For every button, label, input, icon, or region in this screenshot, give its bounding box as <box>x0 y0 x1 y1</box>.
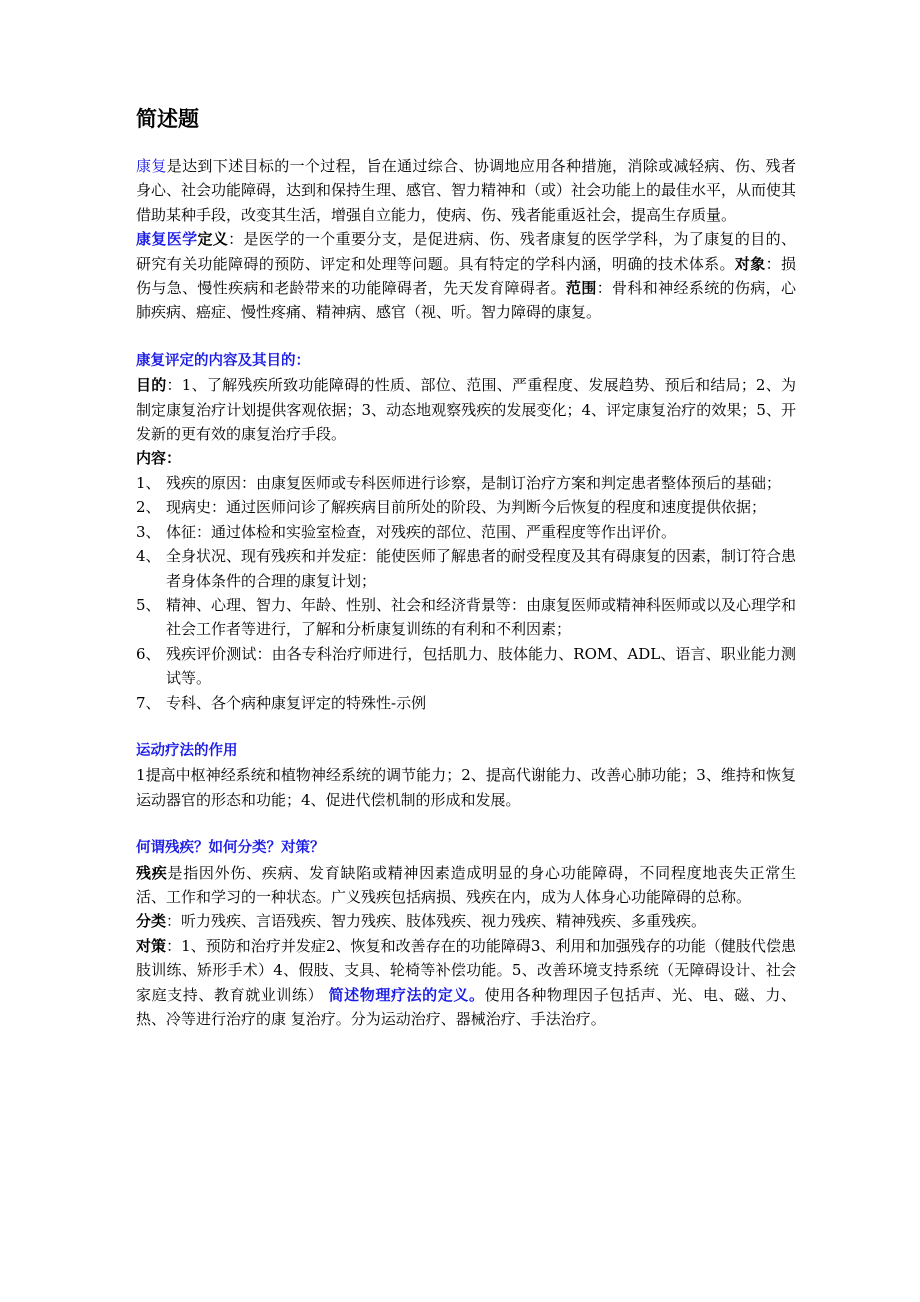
disability-def-text: 是指因外伤、疾病、发育缺陷或精神因素造成明显的身心功能障碍，不同程度地丧失正常生活、工作和学习的一种状态。广义残疾包括病损、残疾在内，成为人体身心功能障碍的总称。 <box>136 863 796 906</box>
assessment-heading: 康复评定的内容及其目的： <box>136 352 310 369</box>
rehab-med-scope-text: ：骨科和神经系统的伤病，心肺疾病、癌症、慢性疼痛、精神病、感官（视、听。智力障碍的康复。 <box>136 279 796 322</box>
list-item <box>136 471 796 495</box>
rehab-text: 是达到下述目标的一个过程，旨在通过综合、协调地应用各种措施，消除或减轻病、伤、残者身心、社会功能障碍，达到和保持生理、感官、智力精神和（或）社会功能上的最佳水平，从而使其借助某种手段，改变其生活，增强自立能力，使病、伤、残者能重返社会，提高生存质量。 <box>136 157 797 224</box>
disability-measures <box>136 934 796 1032</box>
disability-definition <box>136 861 796 910</box>
measure-text: ：1、预防和治疗并发症2、恢复和改善存在的功能障碍3、利用和加强残存的功能（健肢代偿患肢训练、矫形手术）4、假肢、支具、轮椅等补偿功能。5、改善环境支持系统（无障碍设计、社会家庭支持、教育就业训练） <box>136 936 796 1004</box>
assessment-purpose <box>136 373 796 446</box>
purpose-label: 目的 <box>136 376 167 395</box>
list-item-text: 体征：通过体检和实验室检查，对残疾的部位、范围、严重程度等作出评价。 <box>166 522 677 541</box>
rehab-med-object-label: 对象 <box>734 254 766 273</box>
list-item <box>136 544 796 593</box>
list-item-number: 1、 <box>136 473 161 492</box>
rehab-med-def-label: 定义 <box>197 230 229 249</box>
disability-term: 残疾 <box>136 863 168 882</box>
list-item <box>136 642 796 691</box>
class-text: ：听力残疾、言语残疾、智力残疾、肢体残疾、视力残疾、精神残疾、多重残疾。 <box>166 912 707 931</box>
list-item-number: 6、 <box>136 644 161 663</box>
list-item <box>136 520 796 544</box>
page-title: 简述题 <box>136 107 199 131</box>
exercise-text: 1提高中枢神经系统和植物神经系统的调节能力；2、提高代谢能力、改善心肺功能；3、维持和恢复运动器官的形态和功能；4、促进代偿机制的形成和发展。 <box>136 766 796 809</box>
rehab-definition <box>136 154 796 227</box>
rehab-med-def-text: ：是医学的一个重要分支，是促进病、伤、残者康复的医学学科，为了康复的目的、研究有关功能障碍的预防、评定和处理等问题。具有特定的学科内涵，明确的技术体系。 <box>136 230 796 273</box>
rehab-med-scope-label: 范围 <box>565 279 597 298</box>
list-item-text: 残疾的原因：由康复医师或专科医师进行诊察，是制订治疗方案和判定患者整体预后的基础； <box>166 473 782 492</box>
physio-heading: 简述物理疗法的定义。 <box>328 985 485 1004</box>
physio-text: 使用各种物理因子包括声、光、电、磁、力、热、冷等进行治疗的康 复治疗。分为运动治疗、器械治疗、手法治疗。 <box>136 985 796 1028</box>
exercise-heading: 运动疗法的作用 <box>136 742 238 759</box>
rehab-med-object-text: ：损伤与急、慢性疾病和老龄带来的功能障碍者，先天发育障碍者。 <box>136 254 796 298</box>
list-item-text: 全身状况、现有残疾和并发症：能使医师了解患者的耐受程度及其有碍康复的因素，制订符合患者身体条件的合理的康复计划； <box>166 547 797 590</box>
list-item-number: 2、 <box>136 498 161 517</box>
list-item-text: 精神、心理、智力、年龄、性别、社会和经济背景等：由康复医师或精神科医师或以及心理学和社会工作者等进行，了解和分析康复训练的有利和不利因素； <box>166 595 797 639</box>
purpose-text: ：1、了解残疾所致功能障碍的性质、部位、范围、严重程度、发展趋势、预后和结局；2、为制定康复治疗计划提供客观依据；3、动态地观察残疾的发展变化；4、评定康复治疗的效果；5、开发新的更有效的康复治疗手段。 <box>136 376 796 444</box>
class-label: 分类 <box>136 912 167 931</box>
rehab-med-term: 康复医学 <box>136 230 198 249</box>
list-item-number: 5、 <box>136 595 161 614</box>
document-page <box>136 104 796 1031</box>
measure-label: 对策 <box>136 936 167 955</box>
rehab-medicine-definition <box>136 227 796 325</box>
list-item-number: 4、 <box>136 547 161 566</box>
list-item-text: 残疾评价测试：由各专科治疗师进行，包括肌力、肢体能力、ROM、ADL、语言、职业能力测试等。 <box>166 644 796 688</box>
list-item <box>136 691 796 715</box>
disability-heading: 何谓残疾？如何分类？对策？ <box>136 840 325 857</box>
content-label: 内容： <box>136 449 182 468</box>
assessment-content-list <box>136 471 796 715</box>
list-item <box>136 593 796 642</box>
list-item-number: 7、 <box>136 693 161 712</box>
list-item-number: 3、 <box>136 522 161 541</box>
list-item-text: 现病史：通过医师问诊了解疾病目前所处的阶段、为判断今后恢复的程度和速度提供依据； <box>166 498 767 517</box>
disability-classification <box>136 909 796 933</box>
rehab-term: 康复 <box>136 157 167 175</box>
list-item <box>136 495 796 519</box>
list-item-text: 专科、各个病种康复评定的特殊性-示例 <box>166 693 427 712</box>
